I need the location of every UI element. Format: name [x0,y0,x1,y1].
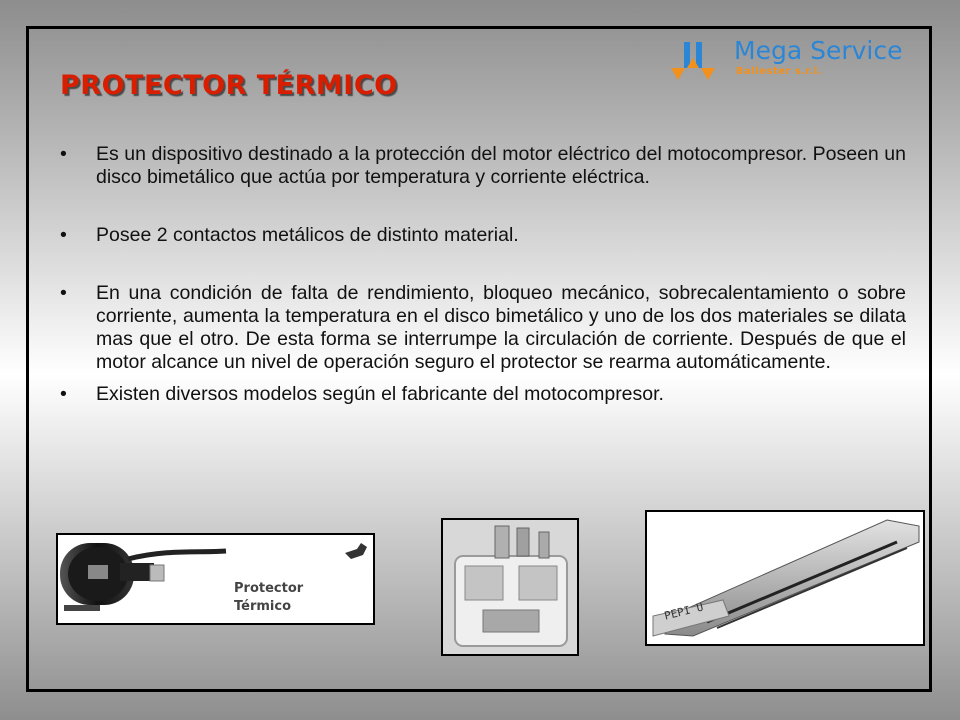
bullet-item: • Existen diversos modelos según el fabricante del motocompresor. [60,383,906,406]
logo-mark-icon [668,38,724,82]
logo-name: Mega Service [734,36,903,65]
square-protector-illustration [443,520,577,654]
logo-subtitle: Ballester s.r.l. [736,66,823,77]
protector-photo-2 [441,518,579,656]
photo-label-line2: Térmico [234,599,292,614]
round-protector-illustration [58,535,228,623]
protector-photo-1 [56,533,375,625]
slide-title: PROTECTOR TÉRMICO [60,70,398,101]
elongated-protector-illustration [647,512,923,644]
bullet-list [60,143,906,406]
photo-part-label: PEPI U [663,600,705,623]
bullet-item: • En una condición de falta de rendimiento, bloqueo mecánico, sobrecalentamiento o sobre corriente, aumenta la temperatura en el disco bimetálico y uno de los dos materiales se dilata mas que el otro. De esta forma se interrumpe la circulación de corriente. Después de que el motor alcance un nivel de operación seguro el protector se rearma automáticamente. [60,282,906,374]
photo-label-line1: Protector [234,581,304,596]
company-logo [668,38,918,84]
bullet-item: • Posee 2 contactos metálicos de distinto material. [60,224,906,247]
protector-photo-3 [645,510,925,646]
bullet-item: • Es un dispositivo destinado a la protección del motor eléctrico del motocompresor. Poseen un disco bimetálico que actúa por temperatura y corriente eléctrica. [60,143,906,189]
